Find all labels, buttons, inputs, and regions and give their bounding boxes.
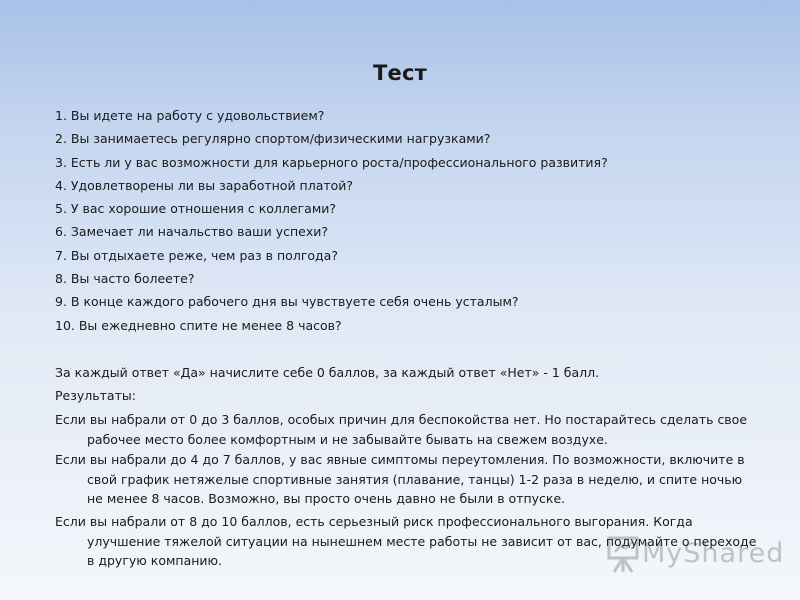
- results-label: Результаты:: [55, 388, 136, 403]
- question-item: 5. У вас хорошие отношения с коллегами?: [55, 201, 337, 217]
- scoring-rule: За каждый ответ «Да» начислите себе 0 баллов, за каждый ответ «Нет» - 1 балл.: [55, 365, 600, 380]
- watermark: [606, 532, 785, 576]
- result-paragraph: Если вы набрали до 4 до 7 баллов, у вас явные симптомы переутомления. По возможности, включите в свой график нетяжелые спортивные занятия (плавание, танцы) 1-2 раза в неделю, и спите ночью не менее 8 часов. Возможно, вы просто очень давно не были в отпуске.: [55, 452, 745, 506]
- result-paragraph: Если вы набрали от 8 до 10 баллов, есть серьезный риск профессионального выгорания. Когда улучшение тяжелой ситуации на нынешнем месте работы не зависит от вас, подумайте о переходе в другую компанию.: [55, 514, 757, 568]
- question-item: 4. Удовлетворены ли вы заработной платой?: [55, 177, 354, 193]
- watermark-text: MyShared: [642, 538, 785, 569]
- question-item: 6. Замечает ли начальство ваши успехи?: [55, 224, 328, 240]
- question-item: 8. Вы часто болеете?: [55, 271, 195, 287]
- question-item: 1. Вы идете на работу с удовольствием?: [55, 108, 325, 123]
- question-item: 9. В конце каждого рабочего дня вы чувствуете себя очень усталым?: [55, 294, 519, 310]
- question-item: 3. Есть ли у вас возможности для карьерного роста/профессионального развития?: [55, 154, 608, 170]
- slide-title: Тест: [373, 61, 427, 85]
- question-item: 2. Вы занимаетесь регулярно спортом/физическими нагрузками?: [55, 131, 491, 147]
- question-list: [55, 108, 785, 341]
- presentation-board-icon: [606, 534, 640, 574]
- question-item: 7. Вы отдыхаете реже, чем раз в полгода?: [55, 247, 338, 263]
- question-item: 10. Вы ежедневно спите не менее 8 часов?: [55, 317, 342, 333]
- result-paragraph: Если вы набрали от 0 до 3 баллов, особых причин для беспокойства нет. Но постарайтесь сделать свое рабочее место более комфортным и не забывайте бывать на свежем воздухе.: [55, 412, 748, 447]
